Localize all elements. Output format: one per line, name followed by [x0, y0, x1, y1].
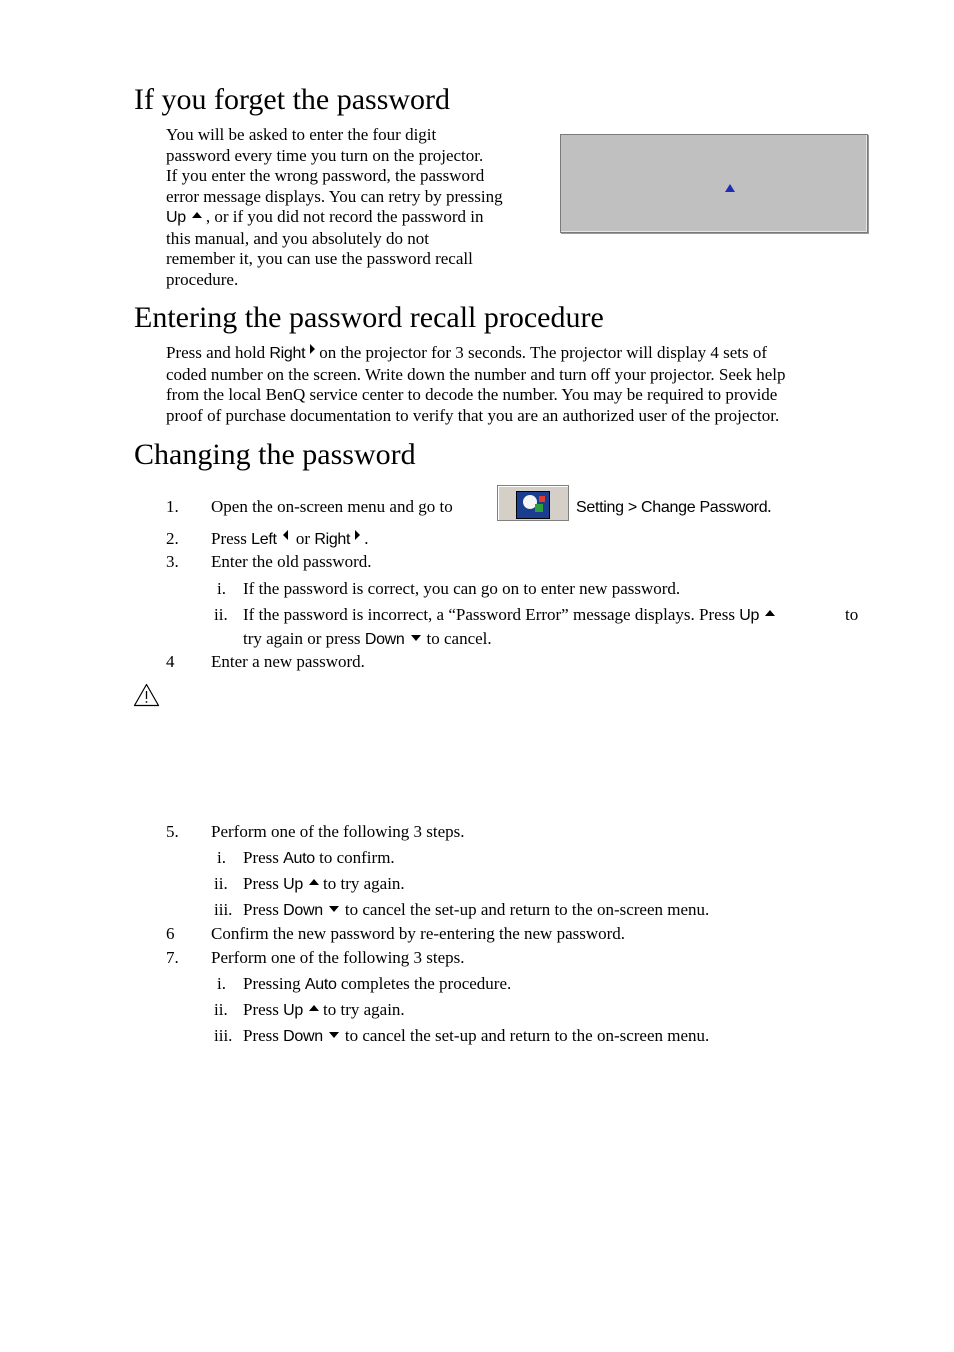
sub-step-text-part: try again or press: [243, 629, 365, 648]
sub-step-text: [243, 999, 405, 1022]
step-text: Enter the old password.: [211, 552, 372, 571]
recall-paragraph: [166, 343, 886, 426]
triangle-left-icon: [283, 530, 288, 540]
sub-step-number: ii.: [214, 1000, 228, 1019]
step-number: 7.: [166, 948, 179, 967]
sub-step-text-part: Press: [243, 848, 284, 867]
right-key-label: Right: [269, 345, 306, 362]
forget-line: password every time you turn on the projector.: [166, 145, 484, 165]
triangle-up-icon: [765, 610, 775, 616]
triangle-up-icon: [309, 879, 319, 885]
step-text: Confirm the new password by re-entering the new password.: [211, 924, 626, 943]
sub-step-text: [243, 973, 511, 996]
auto-key-label: Auto: [304, 976, 337, 993]
sub-step-number: i.: [217, 974, 226, 993]
sub-step-text-part: completes the procedure.: [336, 974, 512, 993]
recall-line: from the local BenQ service center to decode the number. You may be required to provide: [166, 385, 778, 404]
sub-step-text: [243, 1025, 709, 1048]
sub-step-number: ii.: [214, 874, 228, 893]
down-key-label: Down: [364, 631, 405, 648]
step-text: Open the on-screen menu and go to: [211, 497, 453, 516]
sub-step-text-part: to cancel.: [426, 629, 492, 648]
forget-paragraph: [166, 125, 546, 290]
sub-step-number: iii.: [214, 1026, 233, 1045]
recall-line: coded number on the screen. Write down the number and turn off your projector. Seek help: [166, 364, 786, 384]
forget-line: [166, 207, 546, 229]
sub-step-number: i.: [217, 848, 226, 867]
step-text: Enter a new password.: [211, 652, 365, 671]
up-key-label: Up: [166, 209, 186, 226]
forget-line: remember it, you can use the password recall: [166, 249, 473, 268]
forget-line: You will be asked to enter the four digit: [166, 125, 437, 144]
sub-step-text-part: Press: [243, 1000, 284, 1019]
triangle-down-icon: [329, 906, 339, 912]
sub-step-text-part: to confirm.: [314, 848, 395, 867]
forget-line-text: , or if you did not record the password in: [205, 207, 484, 226]
step-number: 6: [166, 924, 175, 943]
sub-step-text-part: If the password is incorrect, a “Password Error” message displays. Press: [243, 605, 740, 624]
step-text-part: or: [291, 529, 315, 548]
recall-line: [166, 343, 886, 365]
setting-menu-icon: [497, 485, 569, 521]
password-error-screen: [560, 134, 868, 233]
sub-step-text-part: Press: [243, 1026, 284, 1045]
sub-step-number: i.: [217, 579, 226, 598]
step-end: .: [767, 497, 772, 516]
triangle-up-icon: [192, 212, 202, 218]
down-key-label: Down: [283, 902, 323, 919]
triangle-up-icon: [725, 184, 735, 192]
heading-recall-procedure: Entering the password recall procedure: [134, 301, 604, 334]
triangle-right-icon: [310, 344, 315, 354]
step-number: 5.: [166, 822, 179, 841]
sub-step-text: [243, 604, 779, 627]
up-key-label: Up: [283, 1002, 304, 1019]
sub-step-text-part: to: [845, 605, 859, 624]
sub-step-text-part: to cancel the set-up and return to the on-screen menu.: [344, 900, 710, 919]
menu-path-label: Setting > Change Password: [576, 499, 768, 516]
sub-step-text: [243, 847, 395, 870]
sub-step-text-part: to try again.: [323, 874, 405, 893]
triangle-up-icon: [309, 1005, 319, 1011]
forget-line: procedure.: [166, 269, 239, 289]
sub-step-text-part: to try again.: [323, 1000, 405, 1019]
auto-key-label: Auto: [283, 850, 315, 867]
step-text: Perform one of the following 3 steps.: [211, 948, 465, 967]
up-key-label: Up: [739, 607, 760, 624]
sub-step-text: [243, 873, 405, 896]
step-text: [211, 528, 368, 551]
sub-step-text: [243, 899, 709, 922]
recall-text: Press and hold: [166, 343, 270, 362]
sub-step-text: [243, 628, 492, 651]
sub-step-text-part: to cancel the set-up and return to the on-screen menu.: [344, 1026, 710, 1045]
step-text: Perform one of the following 3 steps.: [211, 822, 465, 841]
sub-step-text: If the password is correct, you can go on to enter new password.: [243, 579, 681, 598]
setting-menu-glyph: [516, 491, 550, 519]
triangle-right-icon: [355, 530, 360, 540]
sub-step-text-part: Press: [243, 900, 284, 919]
triangle-down-icon: [329, 1032, 339, 1038]
sub-step-number: iii.: [214, 900, 233, 919]
step-number: 4: [166, 652, 175, 671]
sub-step-text-part: Pressing: [243, 974, 305, 993]
menu-path: [576, 496, 772, 519]
left-key-label: Left: [251, 531, 277, 548]
sub-step-text-part: Press: [243, 874, 284, 893]
step-number: 3.: [166, 552, 179, 571]
forget-line: this manual, and you absolutely do not: [166, 228, 429, 248]
right-key-label: Right: [314, 531, 351, 548]
forget-line: If you enter the wrong password, the password: [166, 166, 485, 185]
up-key-label: Up: [283, 876, 304, 893]
step-number: 2.: [166, 529, 179, 548]
step-text-part: Press: [211, 529, 252, 548]
warning-icon: [133, 683, 160, 707]
down-key-label: Down: [283, 1028, 323, 1045]
triangle-down-icon: [411, 635, 421, 641]
heading-changing-password: Changing the password: [134, 438, 416, 471]
step-number: 1.: [166, 497, 179, 516]
recall-line: proof of purchase documentation to verify that you are an authorized user of the projector.: [166, 405, 780, 425]
sub-step-number: ii.: [214, 605, 228, 624]
recall-text: on the projector for 3 seconds. The projector will display 4 sets of: [319, 343, 768, 362]
step-end: .: [364, 529, 369, 548]
heading-forget-password: If you forget the password: [134, 83, 451, 116]
forget-line: error message displays. You can retry by pressing: [166, 186, 503, 206]
